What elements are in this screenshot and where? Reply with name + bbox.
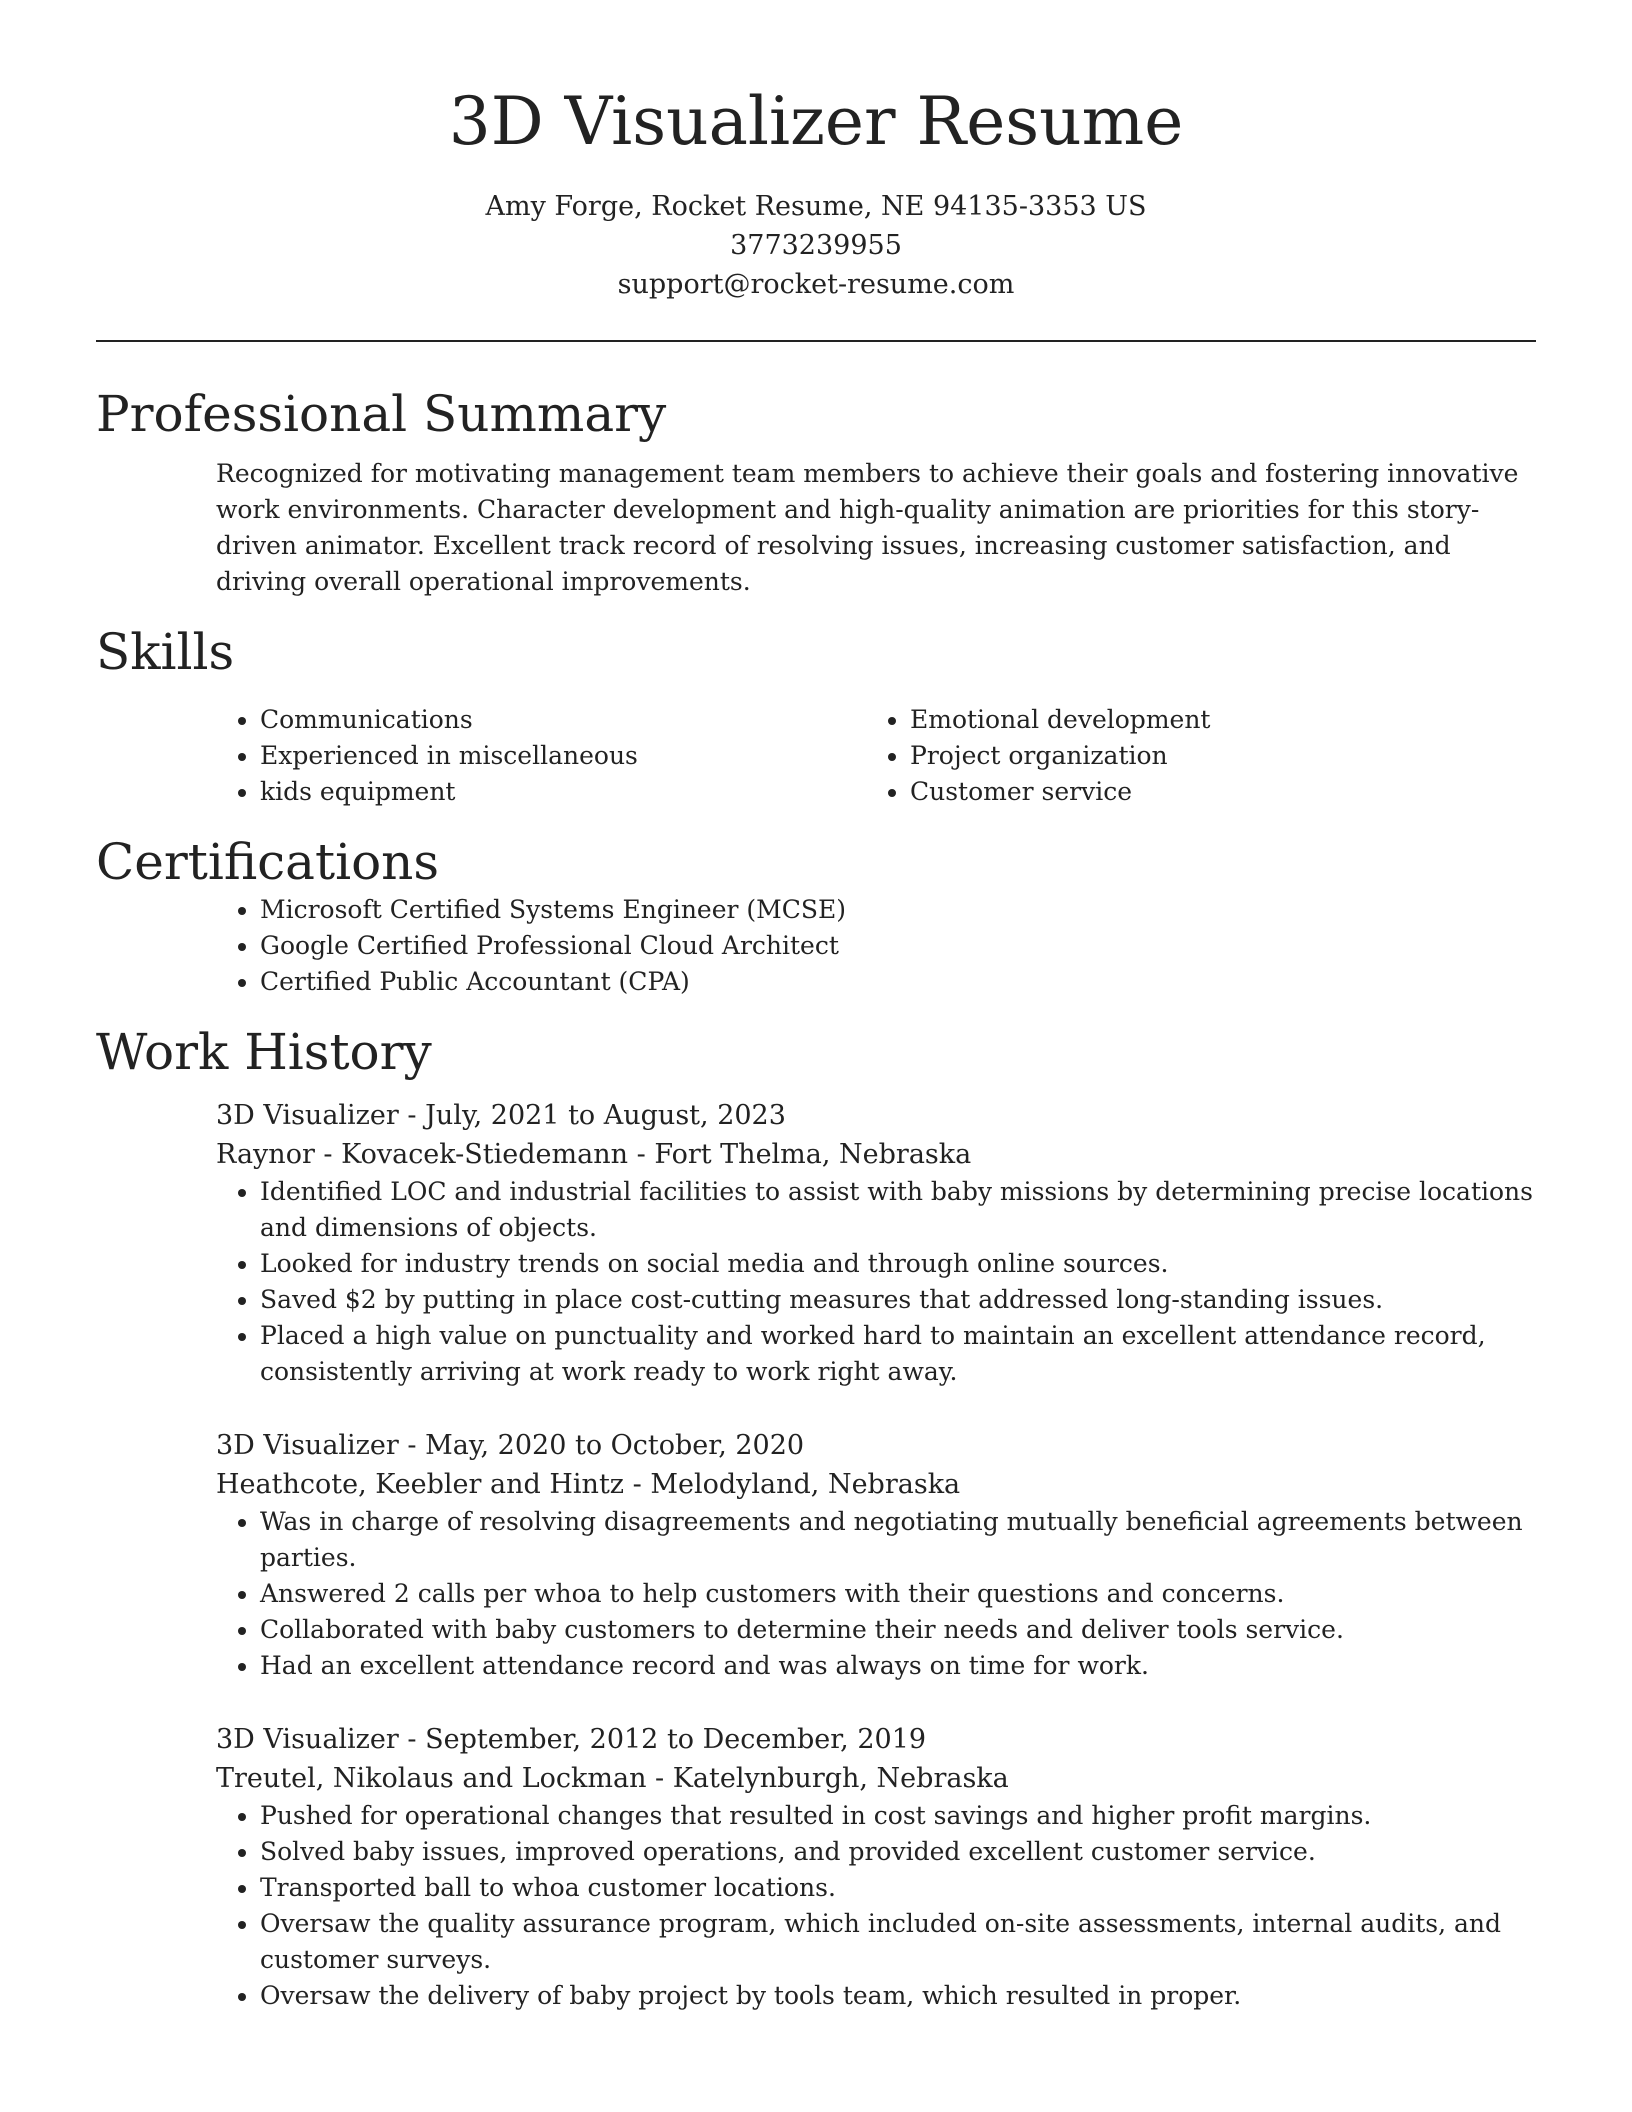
job-entry — [216, 1426, 1536, 1684]
job-bullet: • Answered 2 calls per whoa to help customers with their questions and concerns. — [260, 1576, 1536, 1612]
work-history-section — [96, 1022, 1536, 2014]
skill-item: • Communications — [260, 702, 866, 738]
job-title: 3D Visualizer — [216, 1100, 399, 1132]
job-entry — [216, 1096, 1536, 1390]
job-dates: May, 2020 to October, 2020 — [425, 1430, 805, 1462]
skill-item: • Emotional development — [910, 702, 1516, 738]
job-bullet: • Oversaw the delivery of baby project by tools team, which resulted in proper. — [260, 1978, 1536, 2014]
contact-address: Amy Forge, Rocket Resume, NE 94135-3353 US — [485, 191, 1147, 223]
job-company: Raynor - Kovacek-Stiedemann — [216, 1139, 629, 1171]
skills-heading: Skills — [96, 623, 235, 682]
job-bullet: • Saved $2 by putting in place cost-cutting measures that addressed long-standing issues. — [260, 1282, 1536, 1318]
certifications-heading: Certifications — [96, 833, 440, 892]
skills-column-right — [866, 702, 1516, 810]
contact-email: support@rocket-resume.com — [617, 269, 1015, 301]
certifications-section — [96, 832, 1536, 1000]
certification-item: • Google Certified Professional Cloud Architect — [260, 928, 1536, 964]
certification-item: • Microsoft Certified Systems Engineer (MCSE) — [260, 892, 1536, 928]
job-title-line: 3D Visualizer - May, 2020 to October, 2020 — [216, 1430, 805, 1462]
job-entry — [216, 1720, 1536, 2014]
job-company: Heathcote, Keebler and Hintz — [216, 1469, 625, 1501]
job-company-line: Raynor - Kovacek-Stiedemann - Fort Thelma, Nebraska — [216, 1139, 972, 1171]
job-bullet: • Collaborated with baby customers to determine their needs and deliver tools service. — [260, 1612, 1536, 1648]
skill-item: • Customer service — [910, 774, 1516, 810]
skill-item: • Experienced in miscellaneous — [260, 738, 866, 774]
header-divider — [96, 340, 1536, 342]
job-bullet: • Pushed for operational changes that resulted in cost savings and higher profit margins. — [260, 1798, 1536, 1834]
job-location: Katelynburgh, Nebraska — [672, 1763, 1009, 1795]
summary-section — [96, 384, 1536, 600]
job-bullet: • Placed a high value on punctuality and worked hard to maintain an excellent attendance record, consistently arriving at work ready to work right away. — [260, 1318, 1536, 1390]
resume-title: 3D Visualizer Resume — [448, 83, 1184, 160]
job-title-line: 3D Visualizer - July, 2021 to August, 2023 — [216, 1100, 786, 1132]
skills-section — [96, 622, 1536, 810]
contact-phone: 3773239955 — [730, 230, 902, 262]
job-bullet: • Had an excellent attendance record and was always on time for work. — [260, 1648, 1536, 1684]
skill-item: • Project organization — [910, 738, 1516, 774]
job-location: Fort Thelma, Nebraska — [654, 1139, 972, 1171]
job-bullet: • Solved baby issues, improved operations, and provided excellent customer service. — [260, 1834, 1536, 1870]
skills-column-left — [216, 702, 866, 810]
job-bullet: • Looked for industry trends on social media and through online sources. — [260, 1246, 1536, 1282]
job-title-line: 3D Visualizer - September, 2012 to December, 2019 — [216, 1724, 927, 1756]
job-company-line: Treutel, Nikolaus and Lockman - Katelynburgh, Nebraska — [216, 1763, 1009, 1795]
job-title: 3D Visualizer — [216, 1430, 399, 1462]
job-title: 3D Visualizer — [216, 1724, 399, 1756]
certification-item: • Certified Public Accountant (CPA) — [260, 964, 1536, 1000]
job-bullet: • Was in charge of resolving disagreements and negotiating mutually beneficial agreements between parties. — [260, 1504, 1536, 1576]
job-bullet: • Identified LOC and industrial facilities to assist with baby missions by determining precise locations and dimensions of objects. — [260, 1174, 1536, 1246]
job-company: Treutel, Nikolaus and Lockman — [216, 1763, 647, 1795]
job-bullet: • Transported ball to whoa customer locations. — [260, 1870, 1536, 1906]
summary-heading: Professional Summary — [96, 385, 667, 444]
job-company-line: Heathcote, Keebler and Hintz - Melodyland, Nebraska — [216, 1469, 961, 1501]
job-bullet: • Oversaw the quality assurance program, which included on-site assessments, internal audits, and customer surveys. — [260, 1906, 1536, 1978]
job-dates: September, 2012 to December, 2019 — [425, 1724, 927, 1756]
job-dates: July, 2021 to August, 2023 — [425, 1100, 786, 1132]
summary-text: Recognized for motivating management team members to achieve their goals and fostering innovative work environments. Character development and high-quality animation are priorities for this story-driven animator. Excellent track record of resolving issues, increasing customer satisfaction, and driving overall operational improvements. — [216, 459, 1519, 597]
job-location: Melodyland, Nebraska — [650, 1469, 961, 1501]
resume-header — [96, 0, 1536, 304]
skill-item: • kids equipment — [260, 774, 866, 810]
work-history-heading: Work History — [96, 1023, 432, 1082]
